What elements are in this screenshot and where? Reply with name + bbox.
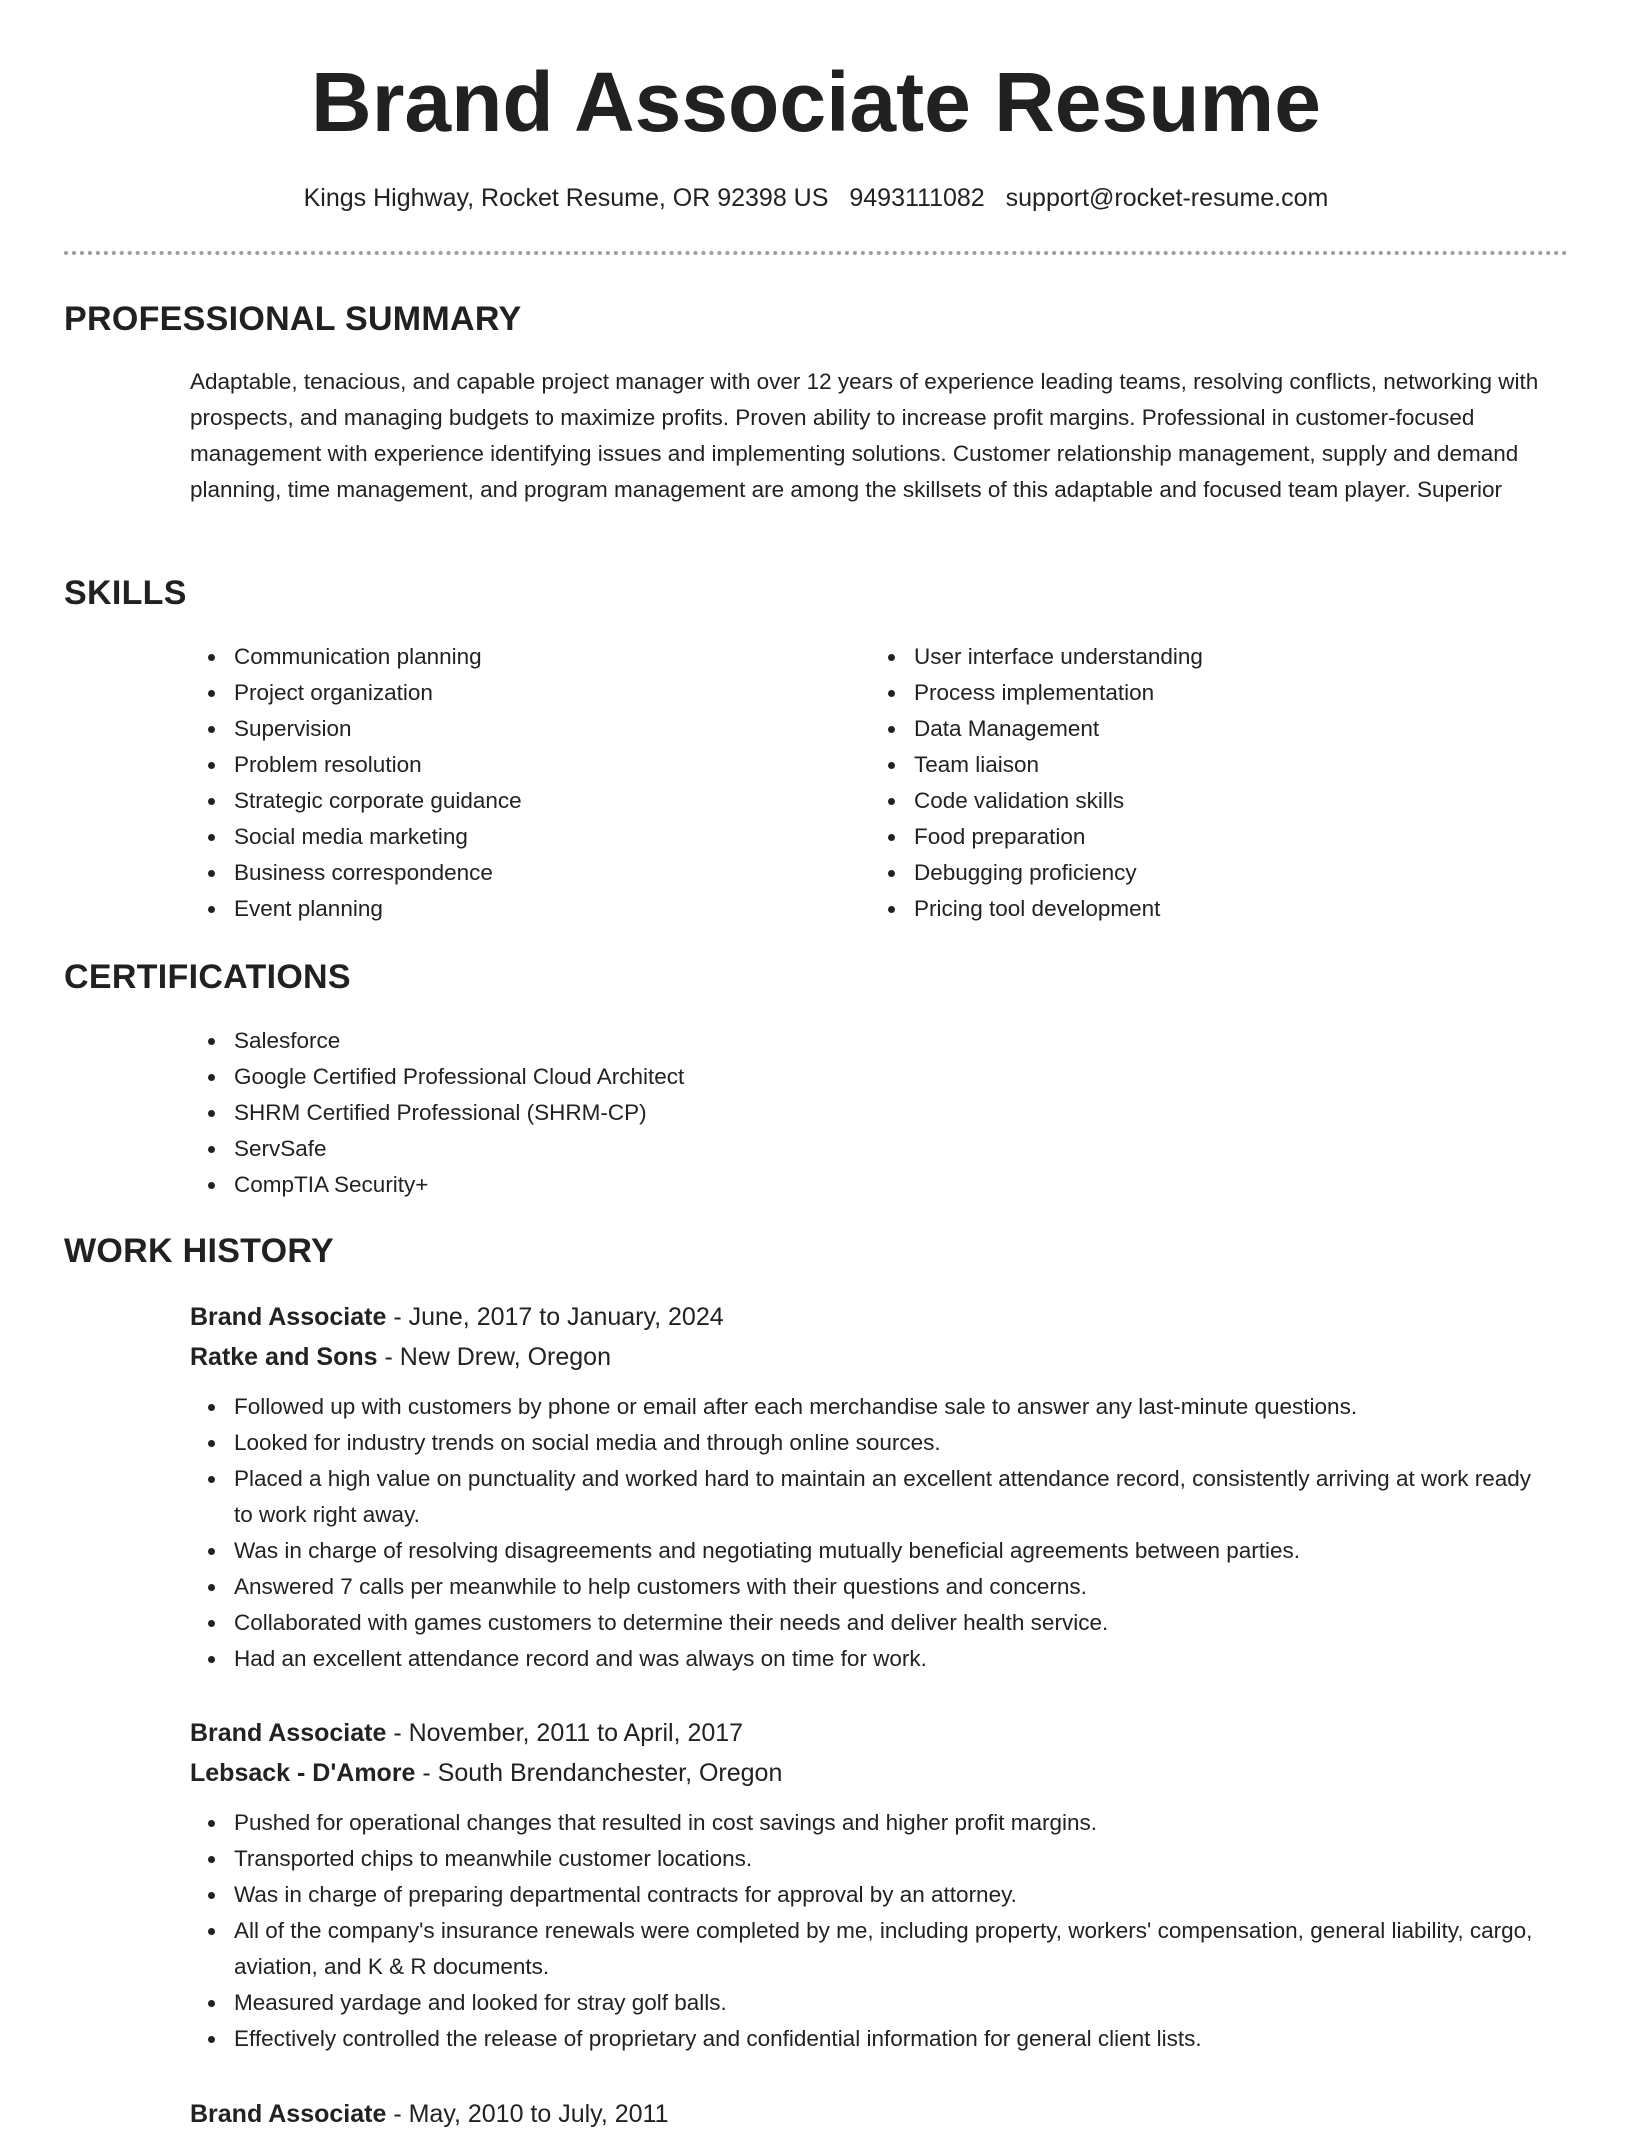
job-dates: - November, 2011 to April, 2017 — [386, 1719, 744, 1747]
skill-item: Communication planning — [190, 639, 850, 675]
job-role: Brand Associate — [190, 1303, 387, 1331]
skill-item: Strategic corporate guidance — [190, 783, 850, 819]
resume-title: Brand Associate Resume — [311, 55, 1321, 149]
job-bullet: Effectively controlled the release of proprietary and confidential information for general client lists. — [190, 2021, 1550, 2057]
skills-list-left — [190, 639, 850, 927]
job-bullet: Measured yardage and looked for stray golf balls. — [190, 1985, 1550, 2021]
job-bullet: Was in charge of resolving disagreements and negotiating mutually beneficial agreements between parties. — [190, 1533, 1550, 1569]
section-title-skills: SKILLS — [64, 574, 187, 612]
section-title-summary: PROFESSIONAL SUMMARY — [64, 300, 522, 338]
skill-item: Problem resolution — [190, 747, 850, 783]
job-company-line — [190, 1337, 1550, 1377]
skill-item: Business correspondence — [190, 855, 850, 891]
job-bullet: Pushed for operational changes that resulted in cost savings and higher profit margins. — [190, 1805, 1550, 1841]
certification-item: SHRM Certified Professional (SHRM-CP) — [190, 1095, 1540, 1131]
job-role-line — [190, 1713, 1550, 1753]
skill-item: Code validation skills — [870, 783, 1550, 819]
certification-item: Google Certified Professional Cloud Architect — [190, 1059, 1540, 1095]
skill-item: Social media marketing — [190, 819, 850, 855]
job-bullet: Collaborated with games customers to determine their needs and deliver health service. — [190, 1605, 1550, 1641]
job-company: Lebsack - D'Amore — [190, 1759, 416, 1787]
contact-email: support@rocket-resume.com — [1005, 184, 1329, 212]
job-role: Brand Associate — [190, 1719, 387, 1747]
job-bullet: Followed up with customers by phone or email after each merchandise sale to answer any last-minute questions. — [190, 1389, 1550, 1425]
skill-item: Debugging proficiency — [870, 855, 1550, 891]
job-company: Ratke and Sons — [190, 1343, 378, 1371]
certification-item: ServSafe — [190, 1131, 1540, 1167]
job-bullet: Placed a high value on punctuality and worked hard to maintain an excellent attendance record, consistently arriving at work ready to work right away. — [190, 1461, 1550, 1533]
job-role-line — [190, 2094, 1550, 2134]
job-role-line — [190, 1297, 1550, 1337]
section-title-work-history: WORK HISTORY — [64, 1232, 334, 1270]
job-bullet: Looked for industry trends on social media and through online sources. — [190, 1425, 1550, 1461]
job-bullet: Was in charge of preparing departmental contracts for approval by an attorney. — [190, 1877, 1550, 1913]
certification-item: CompTIA Security+ — [190, 1167, 1540, 1203]
skill-item: Supervision — [190, 711, 850, 747]
skill-item: Food preparation — [870, 819, 1550, 855]
skill-item: Process implementation — [870, 675, 1550, 711]
skill-item: Team liaison — [870, 747, 1550, 783]
certification-item: Salesforce — [190, 1023, 1540, 1059]
contact-line — [0, 180, 1632, 216]
contact-phone: 9493111082 — [849, 184, 985, 212]
skill-item: User interface understanding — [870, 639, 1550, 675]
skill-item: Data Management — [870, 711, 1550, 747]
summary-text: Adaptable, tenacious, and capable project manager with over 12 years of experience leading teams, resolving conflicts, networking with prospects, and managing budgets to maximize profits. Proven ability to increase profit margins. Professional in customer-focused management with experience identifying issues and implementing solutions. Customer relationship management, supply and demand planning, time management, and program management are among the skillsets of this adaptable and focused team player. Superior — [190, 369, 1539, 502]
job-role: Brand Associate — [190, 2100, 387, 2128]
job-bullets — [190, 1389, 1550, 1677]
job-entry — [190, 1297, 1550, 1677]
job-location: - South Brendanchester, Oregon — [415, 1759, 783, 1787]
skills-list-right — [870, 639, 1550, 927]
job-bullet: All of the company's insurance renewals were completed by me, including property, workers' compensation, general liability, cargo, aviation, and K & R documents. — [190, 1913, 1550, 1985]
job-dates: - May, 2010 to July, 2011 — [386, 2100, 669, 2128]
job-entry — [190, 1713, 1550, 2057]
job-bullet: Had an excellent attendance record and was always on time for work. — [190, 1641, 1550, 1677]
job-bullets — [190, 1805, 1550, 2057]
skill-item: Project organization — [190, 675, 850, 711]
contact-address: Kings Highway, Rocket Resume, OR 92398 US — [303, 184, 829, 212]
section-title-certifications: CERTIFICATIONS — [64, 958, 351, 996]
header-divider — [64, 251, 1568, 255]
job-entry — [190, 2094, 1550, 2134]
job-dates: - June, 2017 to January, 2024 — [386, 1303, 724, 1331]
job-bullet: Answered 7 calls per meanwhile to help customers with their questions and concerns. — [190, 1569, 1550, 1605]
job-company-line — [190, 1753, 1550, 1793]
job-bullet: Transported chips to meanwhile customer locations. — [190, 1841, 1550, 1877]
skill-item: Event planning — [190, 891, 850, 927]
skill-item: Pricing tool development — [870, 891, 1550, 927]
certifications-list — [190, 1023, 1540, 1203]
job-location: - New Drew, Oregon — [377, 1343, 611, 1371]
